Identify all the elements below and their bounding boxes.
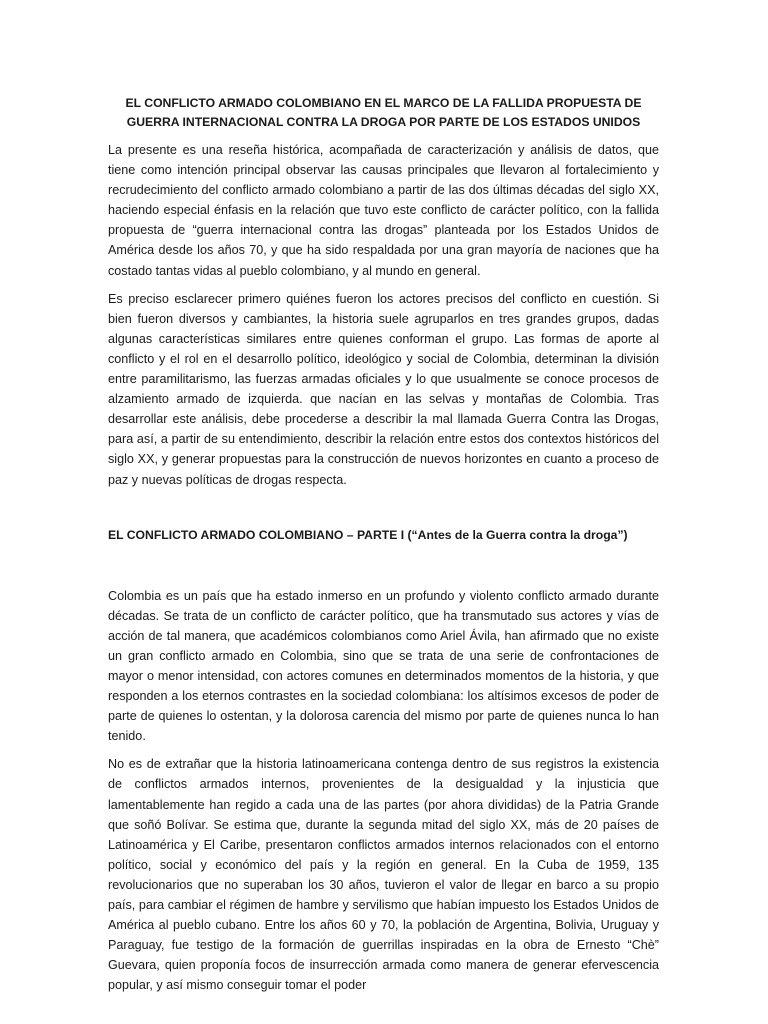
paragraph-intro: La presente es una reseña histórica, acompañada de caracterización y análisis de datos, que tiene como intención principal observar las causas principales que llevaron al fortalecimiento y recrudecimiento del conflicto armado colombiano a partir de las dos últimas décadas del siglo XX, haciendo especial énfasis en la relación que tuvo este conflicto de carácter político, con la fallida propuesta de “guerra internacional contra las drogas” planteada por los Estados Unidos de América desde los años 70, y que ha sido respaldada por una gran mayoría de naciones que ha costado tantas vidas al pueblo colombiano, y al mundo en general.	[108, 143, 659, 278]
document-title: EL CONFLICTO ARMADO COLOMBIANO EN EL MARCO DE LA FALLIDA PROPUESTA DE GUERRA INTERNACIONAL CONTRA LA DROGA POR PARTE DE LOS ESTADOS UNIDOS	[125, 96, 642, 129]
section-heading: EL CONFLICTO ARMADO COLOMBIANO – PARTE I (“Antes de la Guerra contra la droga”)	[108, 527, 628, 542]
paragraph-colombia-conflict: Colombia es un país que ha estado inmerso en un profundo y violento conflicto armado durante décadas. Se trata de un conflicto de carácter político, que ha transmutado sus actores y vías de acción de tal manera, que académicos colombianos como Ariel Ávila, han afirmado que no existe un gran conflicto armado en Colombia, sino que se trata de una serie de confrontaciones de mayor o menor intensidad, con actores comunes en determinados momentos de la historia, y que responden a los eternos contrastes en la sociedad colombiana: los altísimos excesos de poder de parte de quienes lo ostentan, y la dolorosa carencia del mismo por parte de quienes nunca lo han tenido.	[108, 588, 659, 744]
document-page	[108, 94, 659, 1003]
paragraph-actors: Es preciso esclarecer primero quiénes fueron los actores precisos del conflicto en cuestión. Si bien fueron diversos y cambiantes, la historia suele agruparlos en tres grandes grupos, dadas algunas características similares entre quienes conforman el grupo. Las formas de aporte al conflicto y el rol en el desarrollo político, ideológico y social de Colombia, determinan la división entre paramilitarismo, las fuerzas armadas oficiales y lo que usualmente se conoce procesos de alzamiento armado de izquierda. que nacían en las selvas y montañas de Colombia. Tras desarrollar este análisis, debe procederse a describir la mal llamada Guerra Contra las Drogas, para así, a partir de su entendimiento, describir la relación entre estos dos contextos históricos del siglo XX, y generar propuestas para la construcción de nuevos horizontes en cuanto a proceso de paz y nuevas políticas de drogas respecta.	[108, 291, 659, 487]
paragraph-latin-america-history: No es de extrañar que la historia latinoamericana contenga dentro de sus registros la existencia de conflictos armados internos, provenientes de la desigualdad y la injusticia que lamentablemente han regido a cada una de las partes (por ahora divididas) de la Patria Grande que soñó Bolívar. Se estima que, durante la segunda mitad del siglo XX, más de 20 países de Latinoamérica y El Caribe, presentaron conflictos armados internos relacionados con el entorno político, social y económico del país y la región en general. En la Cuba de 1959, 135 revolucionarios que no superaban los 30 años, tuvieron el valor de llegar en barco a su propio país, para cambiar el régimen de hambre y servilismo que habían impuesto los Estados Unidos de América al pueblo cubano. Entre los años 60 y 70, la población de Argentina, Bolivia, Uruguay y Paraguay, fue testigo de la formación de guerrillas inspiradas en la obra de Ernesto “Chè” Guevara, quien proponía focos de insurrección armada como manera de generar efervescencia popular, y así mismo conseguir tomar el poder	[108, 757, 659, 993]
